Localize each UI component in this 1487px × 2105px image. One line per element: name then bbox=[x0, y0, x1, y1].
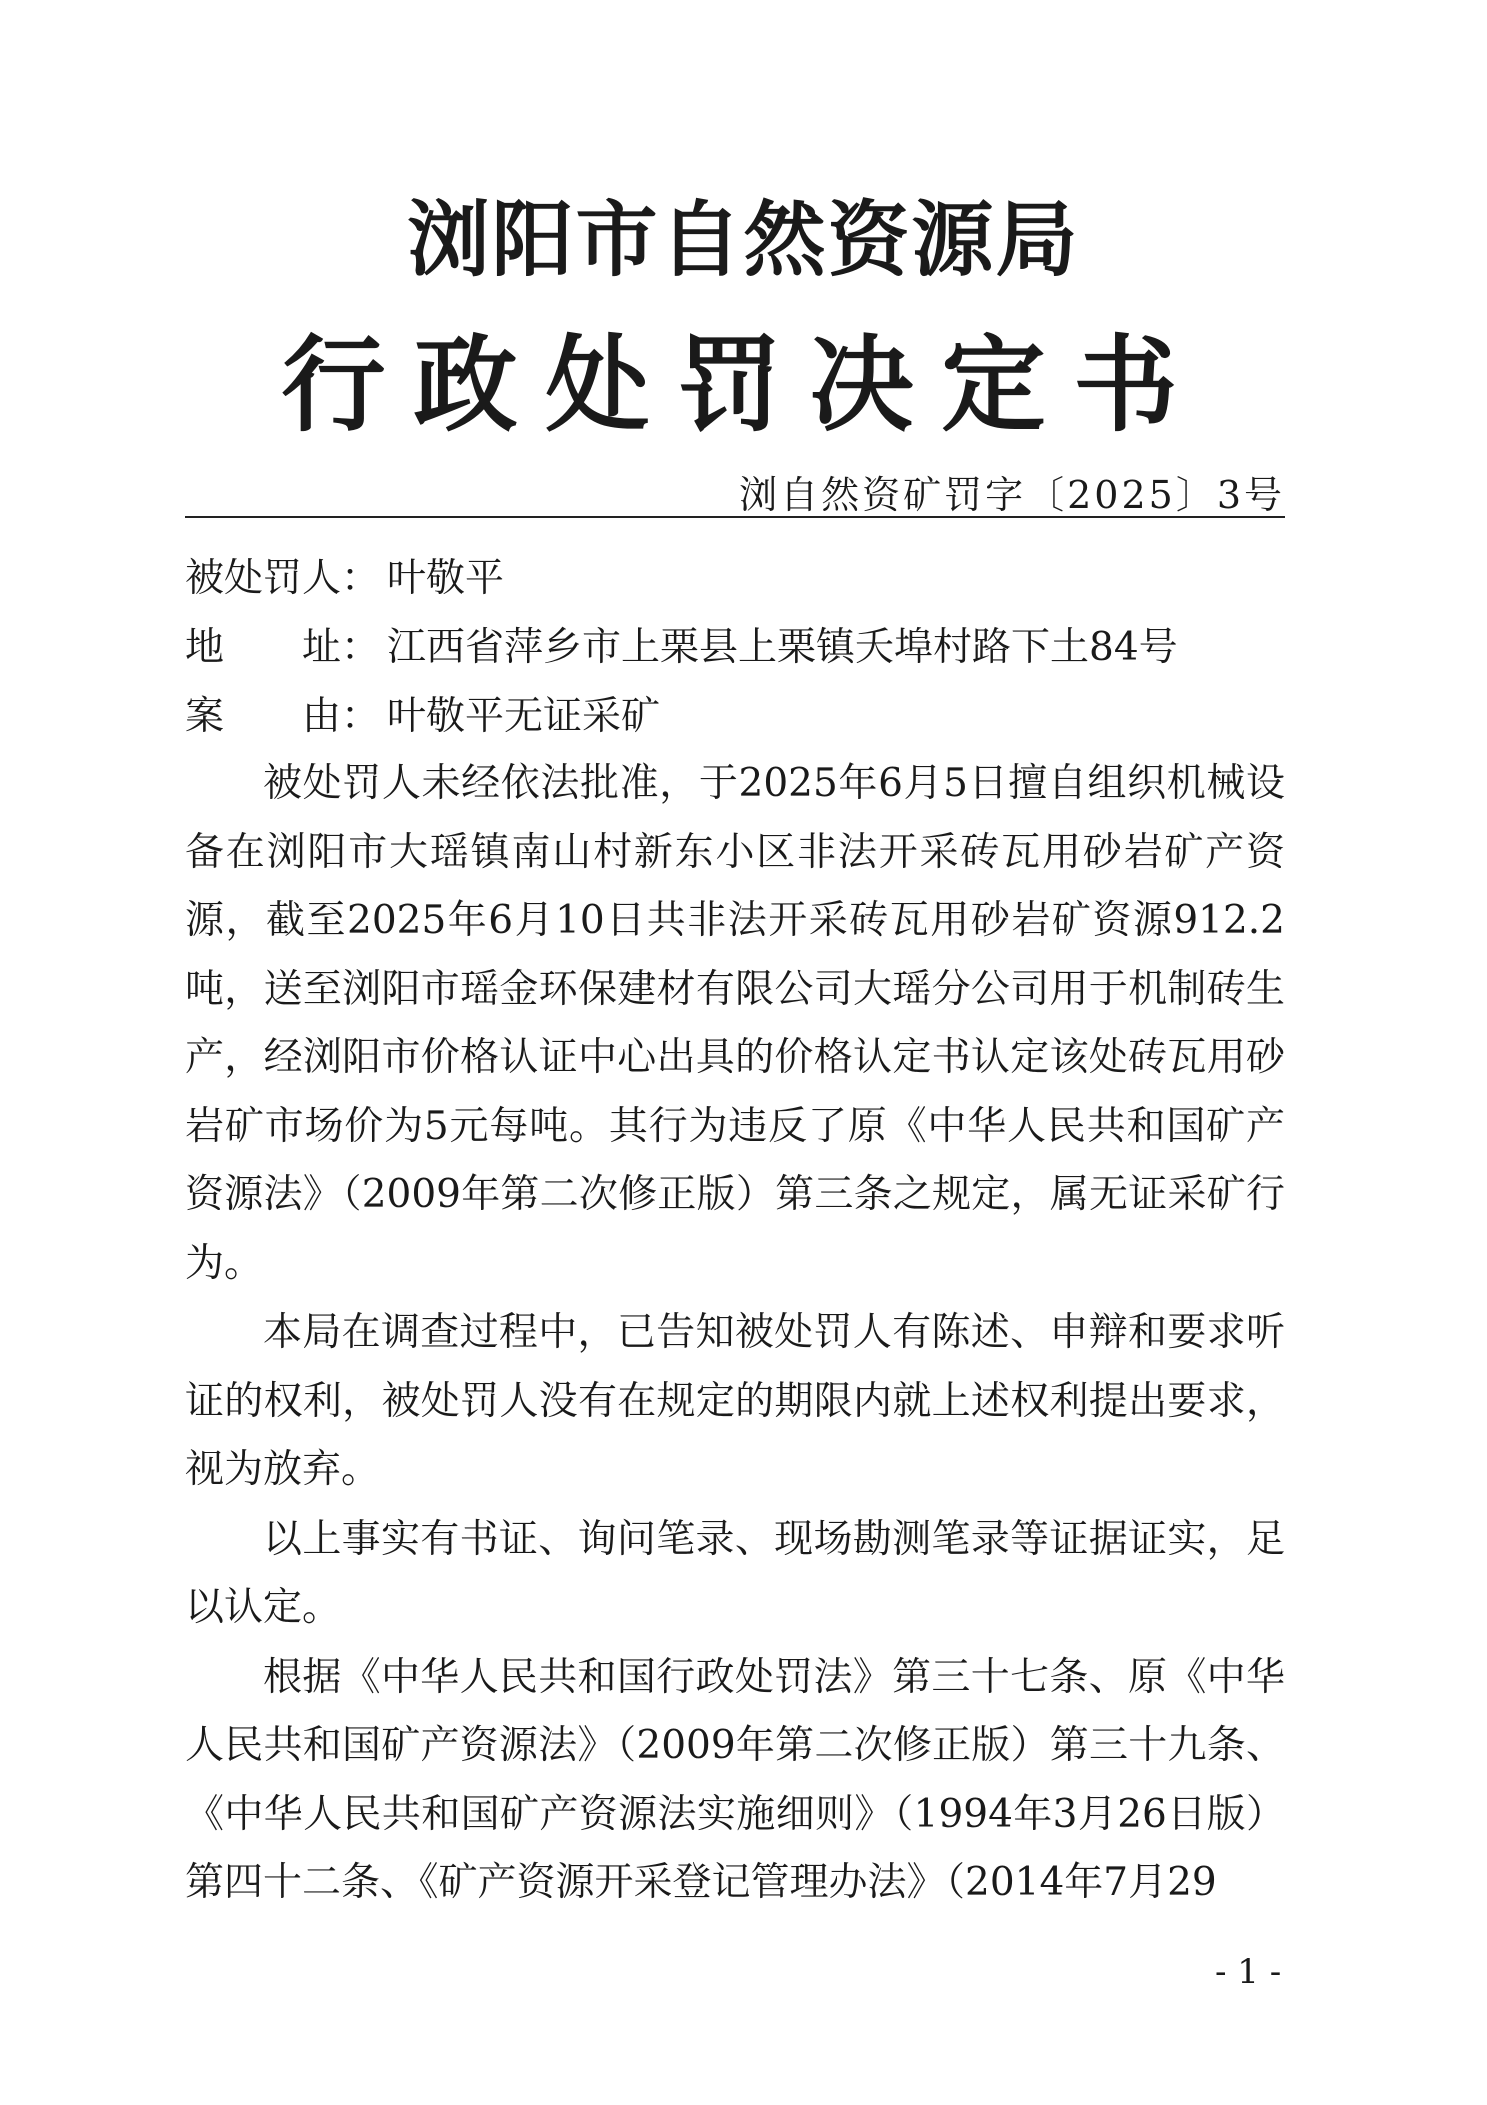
document-number: 浏自然资矿罚字〔2025〕3号 bbox=[739, 473, 1285, 517]
body-paragraph: 以上事实有书证、询问笔录、现场勘测笔录等证据证实，足以认定。 bbox=[185, 1516, 1285, 1630]
field-value: 叶敬平 bbox=[387, 556, 505, 601]
body-paragraph: 被处罚人未经依法批准，于2025年6月5日擅自组织机械设备在浏阳市大瑶镇南山村新东小区非法开采砖瓦用砂岩矿产资源，截至2025年6月10日共非法开采砖瓦用砂岩矿资源912.2吨，送至浏阳市瑶金环保建材有限公司大瑶分公司用于机制砖生产，经浏阳市价格认证中心出具的价格认定书认定该处砖瓦用砂岩矿市场价为5元每吨。其行为违反了原《中华人民共和国矿产资源法》（2009年第二次修正版）第三条之规定，属无证采矿行为。 bbox=[185, 761, 1285, 1286]
field-label: 案 由： bbox=[185, 694, 381, 739]
body-paragraph: 根据《中华人民共和国行政处罚法》第三十七条、原《中华人民共和国矿产资源法》（2009年第二次修正版）第三十九条、《中华人民共和国矿产资源法实施细则》（1994年3月26日版）第四十二条、《矿产资源开采登记管理办法》（2014年7月29 bbox=[185, 1654, 1285, 1905]
field-label: 被处罚人： bbox=[185, 556, 381, 601]
header-divider bbox=[185, 516, 1285, 518]
field-label: 地 址： bbox=[185, 625, 381, 670]
body-paragraph: 本局在调查过程中，已告知被处罚人有陈述、申辩和要求听证的权利，被处罚人没有在规定的期限内就上述权利提出要求，视为放弃。 bbox=[185, 1310, 1285, 1492]
field-value: 江西省萍乡市上栗县上栗镇夭埠村路下土84号 bbox=[387, 625, 1178, 670]
field-case-cause bbox=[185, 692, 660, 742]
document-title: 行政处罚决定书 bbox=[281, 323, 1206, 446]
field-address bbox=[185, 623, 1178, 673]
document-body bbox=[185, 750, 1285, 1918]
page-number: - 1 - bbox=[1215, 1952, 1282, 1992]
field-penalized-party bbox=[185, 554, 504, 604]
agency-name: 浏阳市自然资源局 bbox=[407, 192, 1080, 288]
field-value: 叶敬平无证采矿 bbox=[387, 694, 661, 739]
